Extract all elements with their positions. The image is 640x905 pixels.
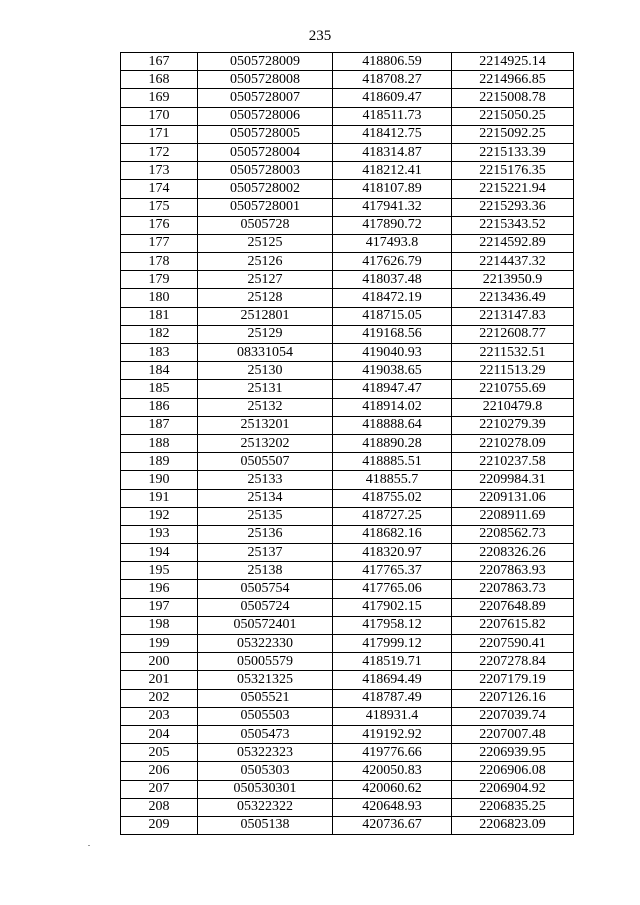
x-coordinate-cell: 420050.83 bbox=[333, 762, 452, 780]
point-id-cell: 0505303 bbox=[198, 762, 333, 780]
x-coordinate-cell: 419776.66 bbox=[333, 744, 452, 762]
table-row bbox=[121, 762, 574, 780]
x-coordinate-cell: 420736.67 bbox=[333, 816, 452, 834]
y-coordinate-cell: 2215293.36 bbox=[452, 198, 574, 216]
x-coordinate-cell: 418412.75 bbox=[333, 125, 452, 143]
x-coordinate-cell: 417765.37 bbox=[333, 562, 452, 580]
point-id-cell: 05321325 bbox=[198, 671, 333, 689]
row-number-cell: 183 bbox=[121, 344, 198, 362]
y-coordinate-cell: 2210279.39 bbox=[452, 416, 574, 434]
x-coordinate-cell: 418947.47 bbox=[333, 380, 452, 398]
y-coordinate-cell: 2211513.29 bbox=[452, 362, 574, 380]
x-coordinate-cell: 419168.56 bbox=[333, 325, 452, 343]
table-row bbox=[121, 434, 574, 452]
table-row bbox=[121, 653, 574, 671]
point-id-cell: 0505728001 bbox=[198, 198, 333, 216]
row-number-cell: 189 bbox=[121, 453, 198, 471]
point-id-cell: 25137 bbox=[198, 544, 333, 562]
x-coordinate-cell: 417902.15 bbox=[333, 598, 452, 616]
row-number-cell: 170 bbox=[121, 107, 198, 125]
point-id-cell: 0505473 bbox=[198, 725, 333, 743]
x-coordinate-cell: 418855.7 bbox=[333, 471, 452, 489]
x-coordinate-cell: 417765.06 bbox=[333, 580, 452, 598]
y-coordinate-cell: 2215343.52 bbox=[452, 216, 574, 234]
table-row bbox=[121, 744, 574, 762]
table-row bbox=[121, 162, 574, 180]
scan-speck bbox=[88, 845, 90, 846]
table-row bbox=[121, 816, 574, 834]
row-number-cell: 202 bbox=[121, 689, 198, 707]
y-coordinate-cell: 2210479.8 bbox=[452, 398, 574, 416]
y-coordinate-cell: 2212608.77 bbox=[452, 325, 574, 343]
x-coordinate-cell: 418107.89 bbox=[333, 180, 452, 198]
table-row bbox=[121, 725, 574, 743]
table-row bbox=[121, 562, 574, 580]
table-row bbox=[121, 453, 574, 471]
x-coordinate-cell: 418806.59 bbox=[333, 53, 452, 71]
table-row bbox=[121, 798, 574, 816]
point-id-cell: 0505724 bbox=[198, 598, 333, 616]
x-coordinate-cell: 417493.8 bbox=[333, 234, 452, 252]
row-number-cell: 176 bbox=[121, 216, 198, 234]
x-coordinate-cell: 418888.64 bbox=[333, 416, 452, 434]
point-id-cell: 0505728007 bbox=[198, 89, 333, 107]
x-coordinate-cell: 418609.47 bbox=[333, 89, 452, 107]
y-coordinate-cell: 2208326.26 bbox=[452, 544, 574, 562]
table-row bbox=[121, 616, 574, 634]
y-coordinate-cell: 2207278.84 bbox=[452, 653, 574, 671]
x-coordinate-cell: 418787.49 bbox=[333, 689, 452, 707]
y-coordinate-cell: 2214592.89 bbox=[452, 234, 574, 252]
y-coordinate-cell: 2213950.9 bbox=[452, 271, 574, 289]
table-row bbox=[121, 471, 574, 489]
y-coordinate-cell: 2215050.25 bbox=[452, 107, 574, 125]
point-id-cell: 25131 bbox=[198, 380, 333, 398]
x-coordinate-cell: 418708.27 bbox=[333, 71, 452, 89]
table-row bbox=[121, 544, 574, 562]
y-coordinate-cell: 2215176.35 bbox=[452, 162, 574, 180]
point-id-cell: 0505138 bbox=[198, 816, 333, 834]
y-coordinate-cell: 2207126.16 bbox=[452, 689, 574, 707]
page-number: 235 bbox=[308, 28, 332, 44]
row-number-cell: 184 bbox=[121, 362, 198, 380]
row-number-cell: 194 bbox=[121, 544, 198, 562]
point-id-cell: 0505728004 bbox=[198, 143, 333, 161]
row-number-cell: 204 bbox=[121, 725, 198, 743]
point-id-cell: 05322322 bbox=[198, 798, 333, 816]
table-row bbox=[121, 780, 574, 798]
y-coordinate-cell: 2215092.25 bbox=[452, 125, 574, 143]
y-coordinate-cell: 2215221.94 bbox=[452, 180, 574, 198]
point-id-cell: 05322323 bbox=[198, 744, 333, 762]
y-coordinate-cell: 2207007.48 bbox=[452, 725, 574, 743]
table-row bbox=[121, 398, 574, 416]
y-coordinate-cell: 2213147.83 bbox=[452, 307, 574, 325]
table-row bbox=[121, 525, 574, 543]
point-id-cell: 2513202 bbox=[198, 434, 333, 452]
x-coordinate-cell: 419040.93 bbox=[333, 344, 452, 362]
table-row bbox=[121, 635, 574, 653]
row-number-cell: 180 bbox=[121, 289, 198, 307]
row-number-cell: 195 bbox=[121, 562, 198, 580]
y-coordinate-cell: 2207863.93 bbox=[452, 562, 574, 580]
y-coordinate-cell: 2207039.74 bbox=[452, 707, 574, 725]
y-coordinate-cell: 2206823.09 bbox=[452, 816, 574, 834]
point-id-cell: 25129 bbox=[198, 325, 333, 343]
table-row bbox=[121, 53, 574, 71]
x-coordinate-cell: 418890.28 bbox=[333, 434, 452, 452]
x-coordinate-cell: 418755.02 bbox=[333, 489, 452, 507]
y-coordinate-cell: 2213436.49 bbox=[452, 289, 574, 307]
table-row bbox=[121, 489, 574, 507]
row-number-cell: 167 bbox=[121, 53, 198, 71]
x-coordinate-cell: 418885.51 bbox=[333, 453, 452, 471]
y-coordinate-cell: 2210278.09 bbox=[452, 434, 574, 452]
table-row bbox=[121, 507, 574, 525]
point-id-cell: 25133 bbox=[198, 471, 333, 489]
table-row bbox=[121, 107, 574, 125]
y-coordinate-cell: 2214437.32 bbox=[452, 253, 574, 271]
point-id-cell: 25130 bbox=[198, 362, 333, 380]
row-number-cell: 205 bbox=[121, 744, 198, 762]
row-number-cell: 186 bbox=[121, 398, 198, 416]
point-id-cell: 2513201 bbox=[198, 416, 333, 434]
row-number-cell: 174 bbox=[121, 180, 198, 198]
row-number-cell: 206 bbox=[121, 762, 198, 780]
point-id-cell: 25135 bbox=[198, 507, 333, 525]
table-row bbox=[121, 689, 574, 707]
row-number-cell: 182 bbox=[121, 325, 198, 343]
point-id-cell: 25136 bbox=[198, 525, 333, 543]
row-number-cell: 190 bbox=[121, 471, 198, 489]
y-coordinate-cell: 2206904.92 bbox=[452, 780, 574, 798]
point-id-cell: 2512801 bbox=[198, 307, 333, 325]
point-id-cell: 0505728 bbox=[198, 216, 333, 234]
point-id-cell: 050530301 bbox=[198, 780, 333, 798]
row-number-cell: 200 bbox=[121, 653, 198, 671]
y-coordinate-cell: 2206835.25 bbox=[452, 798, 574, 816]
row-number-cell: 188 bbox=[121, 434, 198, 452]
table-row bbox=[121, 380, 574, 398]
table-row bbox=[121, 180, 574, 198]
point-id-cell: 25138 bbox=[198, 562, 333, 580]
table-row bbox=[121, 143, 574, 161]
y-coordinate-cell: 2209131.06 bbox=[452, 489, 574, 507]
point-id-cell: 0505521 bbox=[198, 689, 333, 707]
x-coordinate-cell: 419192.92 bbox=[333, 725, 452, 743]
point-id-cell: 0505728009 bbox=[198, 53, 333, 71]
point-id-cell: 25126 bbox=[198, 253, 333, 271]
x-coordinate-cell: 419038.65 bbox=[333, 362, 452, 380]
row-number-cell: 178 bbox=[121, 253, 198, 271]
table-row bbox=[121, 325, 574, 343]
row-number-cell: 187 bbox=[121, 416, 198, 434]
point-id-cell: 0505728003 bbox=[198, 162, 333, 180]
coordinates-table-body bbox=[121, 53, 574, 835]
coordinates-table bbox=[120, 52, 574, 835]
row-number-cell: 181 bbox=[121, 307, 198, 325]
table-row bbox=[121, 307, 574, 325]
x-coordinate-cell: 418320.97 bbox=[333, 544, 452, 562]
point-id-cell: 0505754 bbox=[198, 580, 333, 598]
x-coordinate-cell: 418511.73 bbox=[333, 107, 452, 125]
point-id-cell: 08331054 bbox=[198, 344, 333, 362]
y-coordinate-cell: 2206906.08 bbox=[452, 762, 574, 780]
x-coordinate-cell: 420648.93 bbox=[333, 798, 452, 816]
x-coordinate-cell: 418914.02 bbox=[333, 398, 452, 416]
row-number-cell: 197 bbox=[121, 598, 198, 616]
row-number-cell: 198 bbox=[121, 616, 198, 634]
row-number-cell: 172 bbox=[121, 143, 198, 161]
x-coordinate-cell: 417941.32 bbox=[333, 198, 452, 216]
y-coordinate-cell: 2209984.31 bbox=[452, 471, 574, 489]
row-number-cell: 171 bbox=[121, 125, 198, 143]
x-coordinate-cell: 418472.19 bbox=[333, 289, 452, 307]
table-row bbox=[121, 253, 574, 271]
row-number-cell: 209 bbox=[121, 816, 198, 834]
x-coordinate-cell: 418519.71 bbox=[333, 653, 452, 671]
row-number-cell: 173 bbox=[121, 162, 198, 180]
point-id-cell: 050572401 bbox=[198, 616, 333, 634]
table-row bbox=[121, 234, 574, 252]
x-coordinate-cell: 417626.79 bbox=[333, 253, 452, 271]
y-coordinate-cell: 2215008.78 bbox=[452, 89, 574, 107]
table-row bbox=[121, 125, 574, 143]
x-coordinate-cell: 418037.48 bbox=[333, 271, 452, 289]
table-row bbox=[121, 598, 574, 616]
point-id-cell: 05005579 bbox=[198, 653, 333, 671]
x-coordinate-cell: 418694.49 bbox=[333, 671, 452, 689]
table-row bbox=[121, 71, 574, 89]
y-coordinate-cell: 2210237.58 bbox=[452, 453, 574, 471]
point-id-cell: 0505728006 bbox=[198, 107, 333, 125]
row-number-cell: 193 bbox=[121, 525, 198, 543]
table-row bbox=[121, 216, 574, 234]
x-coordinate-cell: 417999.12 bbox=[333, 635, 452, 653]
point-id-cell: 25128 bbox=[198, 289, 333, 307]
table-row bbox=[121, 362, 574, 380]
row-number-cell: 191 bbox=[121, 489, 198, 507]
row-number-cell: 203 bbox=[121, 707, 198, 725]
y-coordinate-cell: 2208562.73 bbox=[452, 525, 574, 543]
y-coordinate-cell: 2208911.69 bbox=[452, 507, 574, 525]
row-number-cell: 168 bbox=[121, 71, 198, 89]
table-row bbox=[121, 671, 574, 689]
table-row bbox=[121, 89, 574, 107]
y-coordinate-cell: 2207863.73 bbox=[452, 580, 574, 598]
point-id-cell: 25132 bbox=[198, 398, 333, 416]
row-number-cell: 177 bbox=[121, 234, 198, 252]
row-number-cell: 207 bbox=[121, 780, 198, 798]
row-number-cell: 185 bbox=[121, 380, 198, 398]
point-id-cell: 05322330 bbox=[198, 635, 333, 653]
x-coordinate-cell: 418727.25 bbox=[333, 507, 452, 525]
y-coordinate-cell: 2207590.41 bbox=[452, 635, 574, 653]
table-row bbox=[121, 344, 574, 362]
row-number-cell: 208 bbox=[121, 798, 198, 816]
x-coordinate-cell: 418931.4 bbox=[333, 707, 452, 725]
row-number-cell: 196 bbox=[121, 580, 198, 598]
y-coordinate-cell: 2214966.85 bbox=[452, 71, 574, 89]
y-coordinate-cell: 2207615.82 bbox=[452, 616, 574, 634]
row-number-cell: 179 bbox=[121, 271, 198, 289]
row-number-cell: 201 bbox=[121, 671, 198, 689]
x-coordinate-cell: 417958.12 bbox=[333, 616, 452, 634]
point-id-cell: 25125 bbox=[198, 234, 333, 252]
row-number-cell: 199 bbox=[121, 635, 198, 653]
point-id-cell: 25127 bbox=[198, 271, 333, 289]
table-row bbox=[121, 416, 574, 434]
y-coordinate-cell: 2210755.69 bbox=[452, 380, 574, 398]
y-coordinate-cell: 2206939.95 bbox=[452, 744, 574, 762]
point-id-cell: 0505507 bbox=[198, 453, 333, 471]
row-number-cell: 192 bbox=[121, 507, 198, 525]
y-coordinate-cell: 2211532.51 bbox=[452, 344, 574, 362]
x-coordinate-cell: 418314.87 bbox=[333, 143, 452, 161]
table-row bbox=[121, 707, 574, 725]
table-row bbox=[121, 271, 574, 289]
row-number-cell: 169 bbox=[121, 89, 198, 107]
point-id-cell: 0505728008 bbox=[198, 71, 333, 89]
point-id-cell: 25134 bbox=[198, 489, 333, 507]
y-coordinate-cell: 2214925.14 bbox=[452, 53, 574, 71]
x-coordinate-cell: 418212.41 bbox=[333, 162, 452, 180]
x-coordinate-cell: 418715.05 bbox=[333, 307, 452, 325]
y-coordinate-cell: 2207648.89 bbox=[452, 598, 574, 616]
point-id-cell: 0505728002 bbox=[198, 180, 333, 198]
row-number-cell: 175 bbox=[121, 198, 198, 216]
y-coordinate-cell: 2215133.39 bbox=[452, 143, 574, 161]
point-id-cell: 0505728005 bbox=[198, 125, 333, 143]
x-coordinate-cell: 418682.16 bbox=[333, 525, 452, 543]
x-coordinate-cell: 420060.62 bbox=[333, 780, 452, 798]
table-row bbox=[121, 198, 574, 216]
point-id-cell: 0505503 bbox=[198, 707, 333, 725]
table-row bbox=[121, 580, 574, 598]
table-row bbox=[121, 289, 574, 307]
x-coordinate-cell: 417890.72 bbox=[333, 216, 452, 234]
y-coordinate-cell: 2207179.19 bbox=[452, 671, 574, 689]
